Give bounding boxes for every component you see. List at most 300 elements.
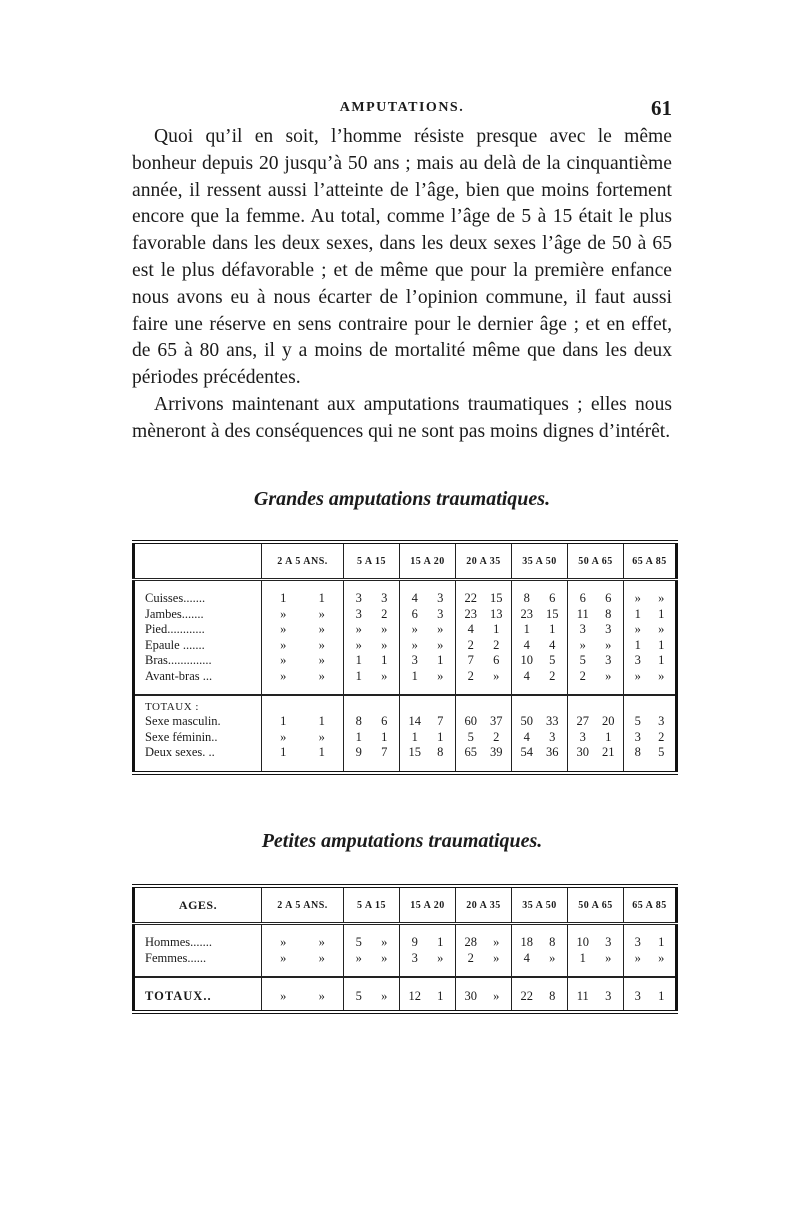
count-deaths: 5: [549, 653, 556, 668]
count-deaths: »: [493, 935, 500, 950]
count-deaths: 33: [546, 714, 559, 729]
age-cell: [568, 935, 624, 951]
count-deaths: »: [318, 637, 325, 652]
age-cell: [456, 951, 512, 967]
count-operated: 1: [634, 606, 641, 621]
row-label: Bras..............: [145, 653, 212, 668]
count-deaths: »: [658, 950, 665, 965]
count-deaths: »: [318, 653, 325, 668]
count-operated: 15: [408, 745, 421, 760]
age-cell: [456, 591, 512, 607]
count-deaths: »: [318, 935, 325, 950]
count-operated: 65: [464, 745, 477, 760]
count-operated: 1: [355, 653, 362, 668]
count-operated: 5: [467, 729, 474, 744]
spacer-row: [134, 924, 677, 936]
count-deaths: 39: [490, 745, 503, 760]
count-operated: 3: [355, 591, 362, 606]
age-cell: [400, 622, 456, 638]
age-cell: [344, 745, 400, 761]
age-cell: [456, 638, 512, 654]
count-deaths: »: [318, 622, 325, 637]
age-cell: [624, 714, 677, 730]
paragraph-2: Arrivons maintenant aux amputations traumatiques ; elles nous mèneront à des conséquences qui ne sont pas moins dignes d’intérêt.: [132, 393, 672, 442]
count-deaths: 7: [381, 745, 388, 760]
count-operated: 23: [464, 606, 477, 621]
count-operated: 1: [634, 637, 641, 652]
count-operated: »: [280, 950, 287, 965]
count-operated: 8: [523, 591, 530, 606]
count-deaths: »: [318, 950, 325, 965]
row-label: Hommes.......: [145, 935, 213, 950]
age-cell: [624, 638, 677, 654]
count-operated: 60: [464, 714, 477, 729]
row-label: Deux sexes. ..: [145, 745, 215, 760]
count-operated: 8: [634, 745, 641, 760]
row-label: Jambes.......: [145, 606, 204, 621]
count-deaths: 2: [658, 729, 665, 744]
count-deaths: »: [318, 729, 325, 744]
count-operated: »: [280, 653, 287, 668]
spacer-row: [134, 580, 677, 592]
row-label: Sexe masculin.: [145, 714, 221, 729]
age-cell: [262, 607, 344, 623]
count-operated: 2: [467, 668, 474, 683]
age-cell: [568, 951, 624, 967]
age-cell: [344, 982, 400, 1012]
count-operated: 30: [464, 988, 477, 1003]
count-operated: 3: [579, 622, 586, 637]
count-deaths: »: [658, 622, 665, 637]
count-deaths: »: [437, 622, 444, 637]
count-operated: »: [280, 606, 287, 621]
count-operated: 4: [523, 668, 530, 683]
spacer-row: [134, 761, 677, 773]
age-cell: [456, 669, 512, 685]
age-header: 20 A 35: [456, 542, 512, 580]
count-deaths: 1: [437, 988, 444, 1003]
count-deaths: 2: [549, 668, 556, 683]
count-operated: 5: [634, 714, 641, 729]
count-operated: 22: [464, 591, 477, 606]
count-operated: 12: [408, 988, 421, 1003]
count-deaths: »: [318, 668, 325, 683]
age-cell: [512, 982, 568, 1012]
count-deaths: 8: [605, 606, 612, 621]
count-operated: 3: [634, 729, 641, 744]
age-header: 2 A 5 ANS.: [262, 542, 344, 580]
count-deaths: »: [493, 988, 500, 1003]
count-deaths: 1: [605, 729, 612, 744]
count-operated: »: [634, 950, 641, 965]
table-row: [134, 622, 677, 638]
age-cell: [624, 653, 677, 669]
count-operated: 5: [355, 935, 362, 950]
count-deaths: 6: [493, 653, 500, 668]
age-cell: [512, 638, 568, 654]
age-cell: [262, 669, 344, 685]
age-cell: [262, 714, 344, 730]
age-cell: [568, 982, 624, 1012]
header-row: [134, 886, 677, 924]
age-cell: [624, 982, 677, 1012]
count-deaths: 1: [658, 653, 665, 668]
count-deaths: »: [381, 622, 388, 637]
count-operated: 10: [576, 935, 589, 950]
count-deaths: 6: [549, 591, 556, 606]
header-row: [134, 542, 677, 580]
age-cell: [344, 714, 400, 730]
age-cell: [568, 591, 624, 607]
table-row: [134, 669, 677, 685]
count-operated: 4: [523, 729, 530, 744]
count-operated: 50: [520, 714, 533, 729]
count-operated: »: [634, 668, 641, 683]
count-deaths: »: [381, 935, 388, 950]
count-operated: »: [634, 622, 641, 637]
count-deaths: »: [381, 950, 388, 965]
count-deaths: »: [437, 668, 444, 683]
count-operated: 1: [411, 668, 418, 683]
age-header: 50 A 65: [568, 542, 624, 580]
count-deaths: 1: [318, 591, 325, 606]
totals-label: TOTAUX :: [145, 701, 199, 713]
count-deaths: 8: [437, 745, 444, 760]
count-deaths: 1: [549, 622, 556, 637]
count-deaths: 20: [602, 714, 615, 729]
count-operated: 1: [280, 745, 287, 760]
table-row: [134, 951, 677, 967]
count-operated: 4: [467, 622, 474, 637]
row-label: Avant-bras ...: [145, 668, 213, 683]
count-operated: 2: [467, 950, 474, 965]
count-operated: »: [280, 729, 287, 744]
count-deaths: »: [658, 668, 665, 683]
age-cell: [624, 730, 677, 746]
count-deaths: 1: [437, 653, 444, 668]
table-row: [134, 745, 677, 761]
age-cell: [512, 607, 568, 623]
count-deaths: 3: [658, 714, 665, 729]
count-operated: 23: [520, 606, 533, 621]
age-cell: [512, 591, 568, 607]
age-cell: [568, 607, 624, 623]
age-cell: [344, 730, 400, 746]
count-operated: 1: [355, 729, 362, 744]
age-cell: [262, 730, 344, 746]
count-deaths: 3: [605, 935, 612, 950]
age-header: 65 A 85: [624, 542, 677, 580]
table-row: [134, 653, 677, 669]
count-operated: »: [280, 637, 287, 652]
age-cell: [456, 622, 512, 638]
count-operated: 4: [523, 637, 530, 652]
table1-title: Grandes amputations traumatiques.: [253, 488, 551, 510]
count-deaths: 1: [658, 935, 665, 950]
count-operated: »: [355, 950, 362, 965]
age-cell: [262, 982, 344, 1012]
age-cell: [512, 745, 568, 761]
count-operated: 28: [464, 935, 477, 950]
count-operated: 2: [467, 637, 474, 652]
count-operated: 2: [579, 668, 586, 683]
count-deaths: 1: [493, 622, 500, 637]
age-cell: [400, 951, 456, 967]
count-deaths: 21: [602, 745, 615, 760]
row-label: Sexe féminin..: [145, 729, 218, 744]
age-cell: [344, 951, 400, 967]
count-deaths: »: [493, 668, 500, 683]
count-deaths: »: [381, 988, 388, 1003]
count-operated: 1: [579, 950, 586, 965]
table-row: [134, 591, 677, 607]
count-operated: 4: [411, 591, 418, 606]
count-operated: »: [411, 637, 418, 652]
count-operated: 3: [411, 653, 418, 668]
count-deaths: 1: [437, 935, 444, 950]
count-deaths: 3: [381, 591, 388, 606]
count-operated: 22: [520, 988, 533, 1003]
count-deaths: 8: [549, 935, 556, 950]
age-header: 5 A 15: [344, 886, 400, 924]
age-cell: [400, 591, 456, 607]
age-cell: [568, 638, 624, 654]
count-operated: 7: [467, 653, 474, 668]
count-operated: 1: [280, 591, 287, 606]
count-deaths: 4: [549, 637, 556, 652]
age-cell: [568, 622, 624, 638]
count-deaths: »: [658, 591, 665, 606]
count-operated: »: [355, 637, 362, 652]
age-cell: [456, 730, 512, 746]
age-cell: [400, 935, 456, 951]
age-cell: [400, 638, 456, 654]
table-row: [134, 714, 677, 730]
count-operated: »: [355, 622, 362, 637]
count-deaths: »: [605, 637, 612, 652]
count-deaths: 1: [658, 988, 665, 1003]
age-header: 20 A 35: [456, 886, 512, 924]
count-operated: 6: [411, 606, 418, 621]
age-cell: [344, 638, 400, 654]
age-cell: [456, 982, 512, 1012]
age-header: 35 A 50: [512, 542, 568, 580]
age-header: 50 A 65: [568, 886, 624, 924]
age-cell: [262, 653, 344, 669]
age-cell: [456, 935, 512, 951]
count-deaths: 1: [318, 714, 325, 729]
age-header: 15 A 20: [400, 542, 456, 580]
count-operated: 27: [576, 714, 589, 729]
count-deaths: 2: [381, 606, 388, 621]
count-deaths: 8: [549, 988, 556, 1003]
age-header: 35 A 50: [512, 886, 568, 924]
count-deaths: 1: [381, 653, 388, 668]
table-row: [134, 730, 677, 746]
count-deaths: 13: [490, 606, 503, 621]
count-operated: 1: [411, 729, 418, 744]
count-operated: 3: [634, 935, 641, 950]
count-deaths: »: [549, 950, 556, 965]
count-deaths: »: [605, 668, 612, 683]
body-text: [132, 124, 672, 446]
header-label-cell: AGES.: [134, 886, 262, 924]
age-cell: [456, 607, 512, 623]
age-cell: [568, 653, 624, 669]
age-cell: [624, 591, 677, 607]
age-cell: [568, 669, 624, 685]
count-operated: 5: [579, 653, 586, 668]
table2-title: Petites amputations traumatiques.: [261, 830, 543, 852]
count-operated: »: [579, 637, 586, 652]
table-row: [134, 607, 677, 623]
count-operated: 9: [355, 745, 362, 760]
row-label: Pied............: [145, 622, 205, 637]
age-cell: [456, 714, 512, 730]
age-cell: [400, 669, 456, 685]
age-cell: [512, 951, 568, 967]
count-deaths: 1: [437, 729, 444, 744]
count-deaths: 3: [605, 622, 612, 637]
count-deaths: 5: [658, 745, 665, 760]
count-deaths: 6: [381, 714, 388, 729]
count-deaths: 1: [658, 606, 665, 621]
count-deaths: »: [381, 668, 388, 683]
page-number: 61: [651, 96, 672, 120]
count-deaths: »: [437, 950, 444, 965]
count-deaths: 36: [546, 745, 559, 760]
count-operated: 3: [579, 729, 586, 744]
count-deaths: 15: [546, 606, 559, 621]
count-operated: 4: [523, 950, 530, 965]
count-deaths: 7: [437, 714, 444, 729]
age-cell: [512, 730, 568, 746]
count-operated: 1: [523, 622, 530, 637]
table-row: [134, 638, 677, 654]
spacer-row: [134, 684, 677, 695]
count-deaths: 3: [605, 988, 612, 1003]
count-operated: 30: [576, 745, 589, 760]
age-cell: [262, 591, 344, 607]
age-cell: [512, 669, 568, 685]
age-cell: [624, 607, 677, 623]
row-label: TOTAUX..: [145, 988, 212, 1003]
age-cell: [262, 638, 344, 654]
count-operated: »: [280, 988, 287, 1003]
age-cell: [512, 653, 568, 669]
count-operated: 5: [355, 988, 362, 1003]
count-deaths: »: [318, 988, 325, 1003]
count-operated: 11: [576, 988, 589, 1003]
age-cell: [456, 745, 512, 761]
age-header: 15 A 20: [400, 886, 456, 924]
age-cell: [624, 935, 677, 951]
count-deaths: »: [318, 606, 325, 621]
row-label: Femmes......: [145, 950, 207, 965]
age-cell: [400, 714, 456, 730]
count-operated: 1: [355, 668, 362, 683]
table-grandes-amputations: [132, 540, 678, 775]
count-operated: 10: [520, 653, 533, 668]
table-petites-amputations: [132, 884, 678, 1014]
count-operated: »: [280, 622, 287, 637]
count-operated: 3: [634, 988, 641, 1003]
count-deaths: 3: [605, 653, 612, 668]
table-row: [134, 935, 677, 951]
row-label: Epaule .......: [145, 637, 205, 652]
totals-row: [134, 982, 677, 1012]
count-operated: 18: [520, 935, 533, 950]
age-header: 2 A 5 ANS.: [262, 886, 344, 924]
row-label: Cuisses.......: [145, 591, 206, 606]
age-cell: [262, 935, 344, 951]
age-cell: [400, 607, 456, 623]
age-cell: [568, 745, 624, 761]
age-cell: [624, 951, 677, 967]
age-cell: [400, 730, 456, 746]
count-operated: »: [411, 622, 418, 637]
age-cell: [344, 653, 400, 669]
count-operated: 14: [408, 714, 421, 729]
count-deaths: 3: [437, 591, 444, 606]
age-cell: [512, 714, 568, 730]
count-deaths: »: [493, 950, 500, 965]
age-cell: [624, 745, 677, 761]
age-cell: [262, 622, 344, 638]
count-deaths: 15: [490, 591, 503, 606]
spacer-row: [134, 966, 677, 977]
count-deaths: 3: [549, 729, 556, 744]
age-cell: [624, 622, 677, 638]
count-operated: 54: [520, 745, 533, 760]
age-cell: [456, 653, 512, 669]
count-deaths: 3: [437, 606, 444, 621]
count-operated: »: [634, 591, 641, 606]
count-deaths: 1: [658, 637, 665, 652]
age-cell: [344, 935, 400, 951]
count-operated: »: [280, 935, 287, 950]
age-cell: [400, 653, 456, 669]
age-header: 65 A 85: [624, 886, 677, 924]
count-deaths: 37: [490, 714, 503, 729]
age-cell: [568, 730, 624, 746]
age-cell: [400, 745, 456, 761]
count-operated: 3: [634, 653, 641, 668]
header-label-cell: [134, 542, 262, 580]
count-operated: 6: [579, 591, 586, 606]
totals-header-row: [134, 700, 677, 714]
age-cell: [344, 669, 400, 685]
count-operated: 3: [355, 606, 362, 621]
paragraph-1: Quoi qu’il en soit, l’homme résiste presque avec le même bonheur depuis 20 jusqu’à 50 ans ; mais au delà de la cinquantième année, il ressent aussi l’atteinte de l’âge, bien que moins fortement encore que la femme. Au total, comme l’âge de 5 à 15 était le plus favorable dans les deux sexes, dans les deux sexes l’âge de 50 à 65 est le plus défavorable ; et de même que pour la première enfance nous avons eu à nous écarter de l’opinion commune, il faut aussi faire une réserve en sens contraire pour le dernier âge ; et en effet, de 65 à 80 ans, il y a moins de mortalité même que dans les deux périodes précédentes.: [132, 126, 672, 389]
count-operated: 11: [576, 606, 589, 621]
age-cell: [512, 935, 568, 951]
age-cell: [344, 622, 400, 638]
age-cell: [262, 745, 344, 761]
age-cell: [512, 622, 568, 638]
count-deaths: 6: [605, 591, 612, 606]
count-operated: 8: [355, 714, 362, 729]
count-deaths: 1: [381, 729, 388, 744]
count-operated: »: [280, 668, 287, 683]
count-deaths: 1: [318, 745, 325, 760]
age-cell: [400, 982, 456, 1012]
age-cell: [624, 669, 677, 685]
count-operated: 9: [411, 935, 418, 950]
count-deaths: »: [605, 950, 612, 965]
running-head-title: AMPUTATIONS.: [339, 100, 465, 115]
age-cell: [344, 607, 400, 623]
